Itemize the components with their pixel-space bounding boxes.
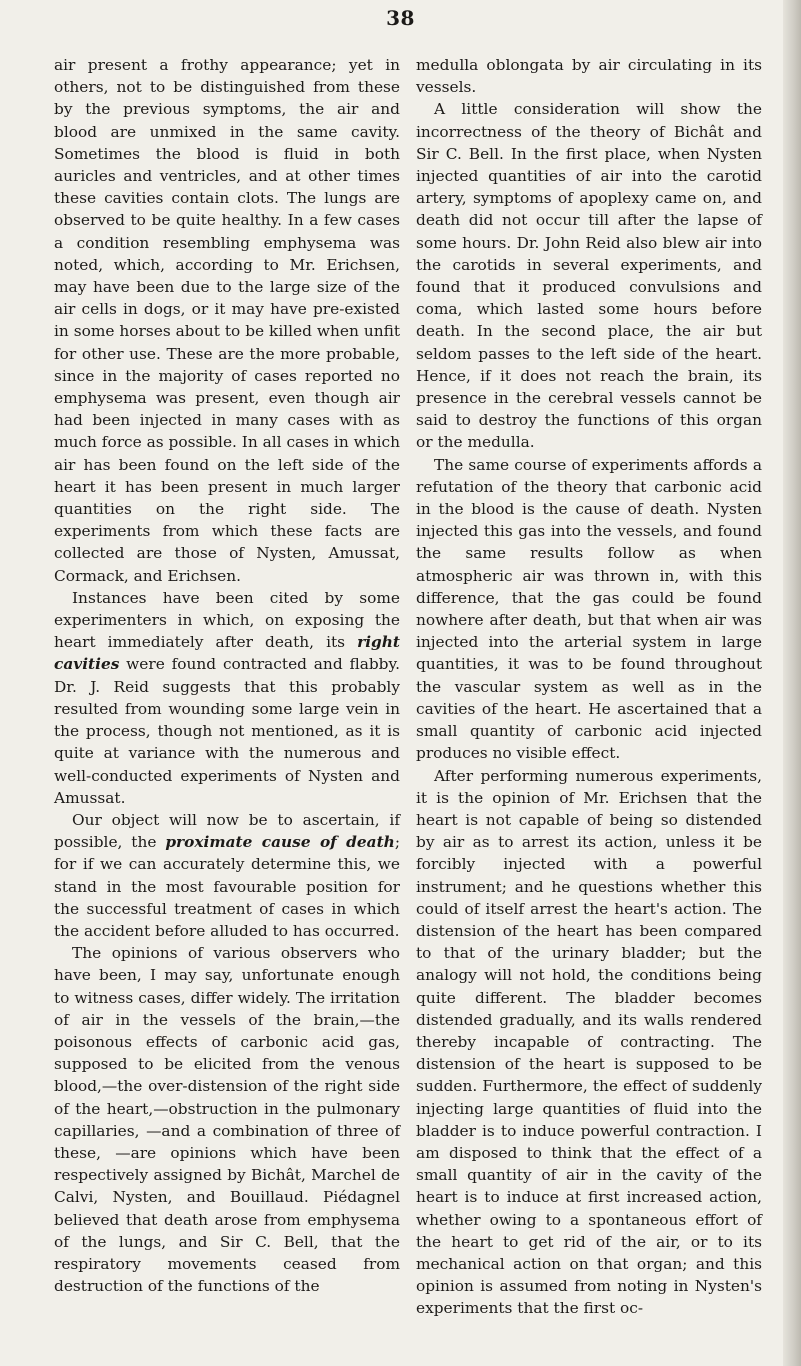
text-run: The same course of experiments affords a refutation of the theory that carbonic acid in the blood is the cause of death. Nysten injected this gas into the vessels, and found the same results follow as when atmospheric air was thrown in, with this difference, that the gas could be found nowhere after death, but that when air was injected into the arterial system in large quantities, it was to be found throughout the vascular system as well as in the cavities of the heart. He ascertained that a small quantity of carbonic acid injected produces no visible effect. [416, 455, 762, 763]
text-run: Our object will now be to ascertain, if possible, the [54, 810, 400, 852]
right-column-paragraph [416, 454, 762, 765]
text-run: A little consideration will show the incorrectness of the theory of Bichât and Sir C. Bell. In the first place, when Nysten injected quantities of air into the carotid artery, symptoms of apoplexy came on, and death did not occur till after the lapse of some hours. Dr. John Reid also blew air into the carotids in several experiments, and found that it produced convulsions and coma, which lasted some hours before death. In the second place, the air but seldom passes to the left side of the heart. Hence, if it does not reach the brain, its presence in the cerebral vessels cannot be said to destroy the functions of this organ or the medulla. [416, 100, 762, 452]
left-column-paragraph [54, 942, 400, 1297]
emphasized-text: right cavities [54, 633, 400, 674]
right-column-paragraph [416, 765, 762, 1320]
left-column-paragraph [54, 587, 400, 809]
right-column-paragraph [416, 98, 762, 453]
left-column [54, 54, 400, 1297]
right-column-paragraph [416, 54, 762, 98]
text-run: ; for if we can accurately determine this, we stand in the most favourable position for the successful treatment of cases in which the accident before alluded to has occurred. [54, 833, 400, 940]
left-column-paragraph [54, 809, 400, 942]
text-run: were found contracted and flabby. Dr. J. Reid suggests that this probably resulted from wounding some large vein in the process, though not mentioned, as it is quite at variance with the numerous and well-conducted experiments of Nysten and Amussat. [54, 655, 400, 807]
emphasized-text: proximate cause of death [165, 833, 395, 852]
right-column [416, 54, 762, 1320]
text-run: The opinions of various observers who have been, I may say, unfortunate enough to witness cases, differ widely. The irritation of air in the vessels of the brain,—the poisonous effects of carbonic acid gas, supposed to be elicited from the venous blood,—the over-distension of the right side of the heart,—obstruction in the pulmonary capillaries, —and a combination of three of these, —are opinions which have been respectively assigned by Bichât, Marchel de Calvi, Nysten, and Bouillaud. Piédagnel believed that death arose from emphysema of the lungs, and Sir C. Bell, that the respiratory movements ceased from destruction of the functions of the [54, 944, 400, 1296]
page-number: 38 [386, 6, 415, 30]
text-run: medulla oblongata by air circulating in its vessels. [416, 56, 762, 97]
page-edge [783, 0, 801, 1366]
text-run: After performing numerous experiments, it is the opinion of Mr. Erichsen that the heart is not capable of being so distended by air as to arrest its action, unless it be forcibly injected with a powerful instrument; and he questions whether this could of itself arrest the heart's action. The distension of the heart has been compared to that of the urinary bladder; but the analogy will not hold, the conditions being quite different. The bladder becomes distended gradually, and its walls rendered thereby incapable of contracting. The distension of the heart is supposed to be sudden. Furthermore, the effect of suddenly injecting large quantities of fluid into the bladder is to induce powerful contraction. I am disposed to think that the effect of a small quantity of air in the cavity of the heart is to induce at first increased action, whether owing to a spontaneous effort of the heart to get rid of the air, or to its mechanical action on that organ; and this opinion is assumed from noting in Nysten's experiments that the first oc- [416, 766, 762, 1318]
left-column-paragraph [54, 54, 400, 587]
text-run: air present a frothy appearance; yet in others, not to be distinguished from these by the previous symptoms, the air and blood are unmixed in the same cavity. Sometimes the blood is fluid in both auricles and ventricles, and at other times these cavities contain clots. The lungs are observed to be quite healthy. In a few cases a condition resembling emphysema was noted, which, according to Mr. Erichsen, may have been due to the large size of the air cells in dogs, or it may have pre-existed in some horses about to be killed when unfit for other use. These are the more probable, since in the majority of cases reported no emphysema was present, even though air had been injected in many cases with as much force as possible. In all cases in which air has been found on the left side of the heart it has been present in much larger quantities on the right side. The experiments from which these facts are collected are those of Nysten, Amussat, Cormack, and Erichsen. [54, 56, 400, 585]
text-run: Instances have been cited by some experimenters in which, on exposing the heart immediately after death, its [54, 588, 400, 652]
